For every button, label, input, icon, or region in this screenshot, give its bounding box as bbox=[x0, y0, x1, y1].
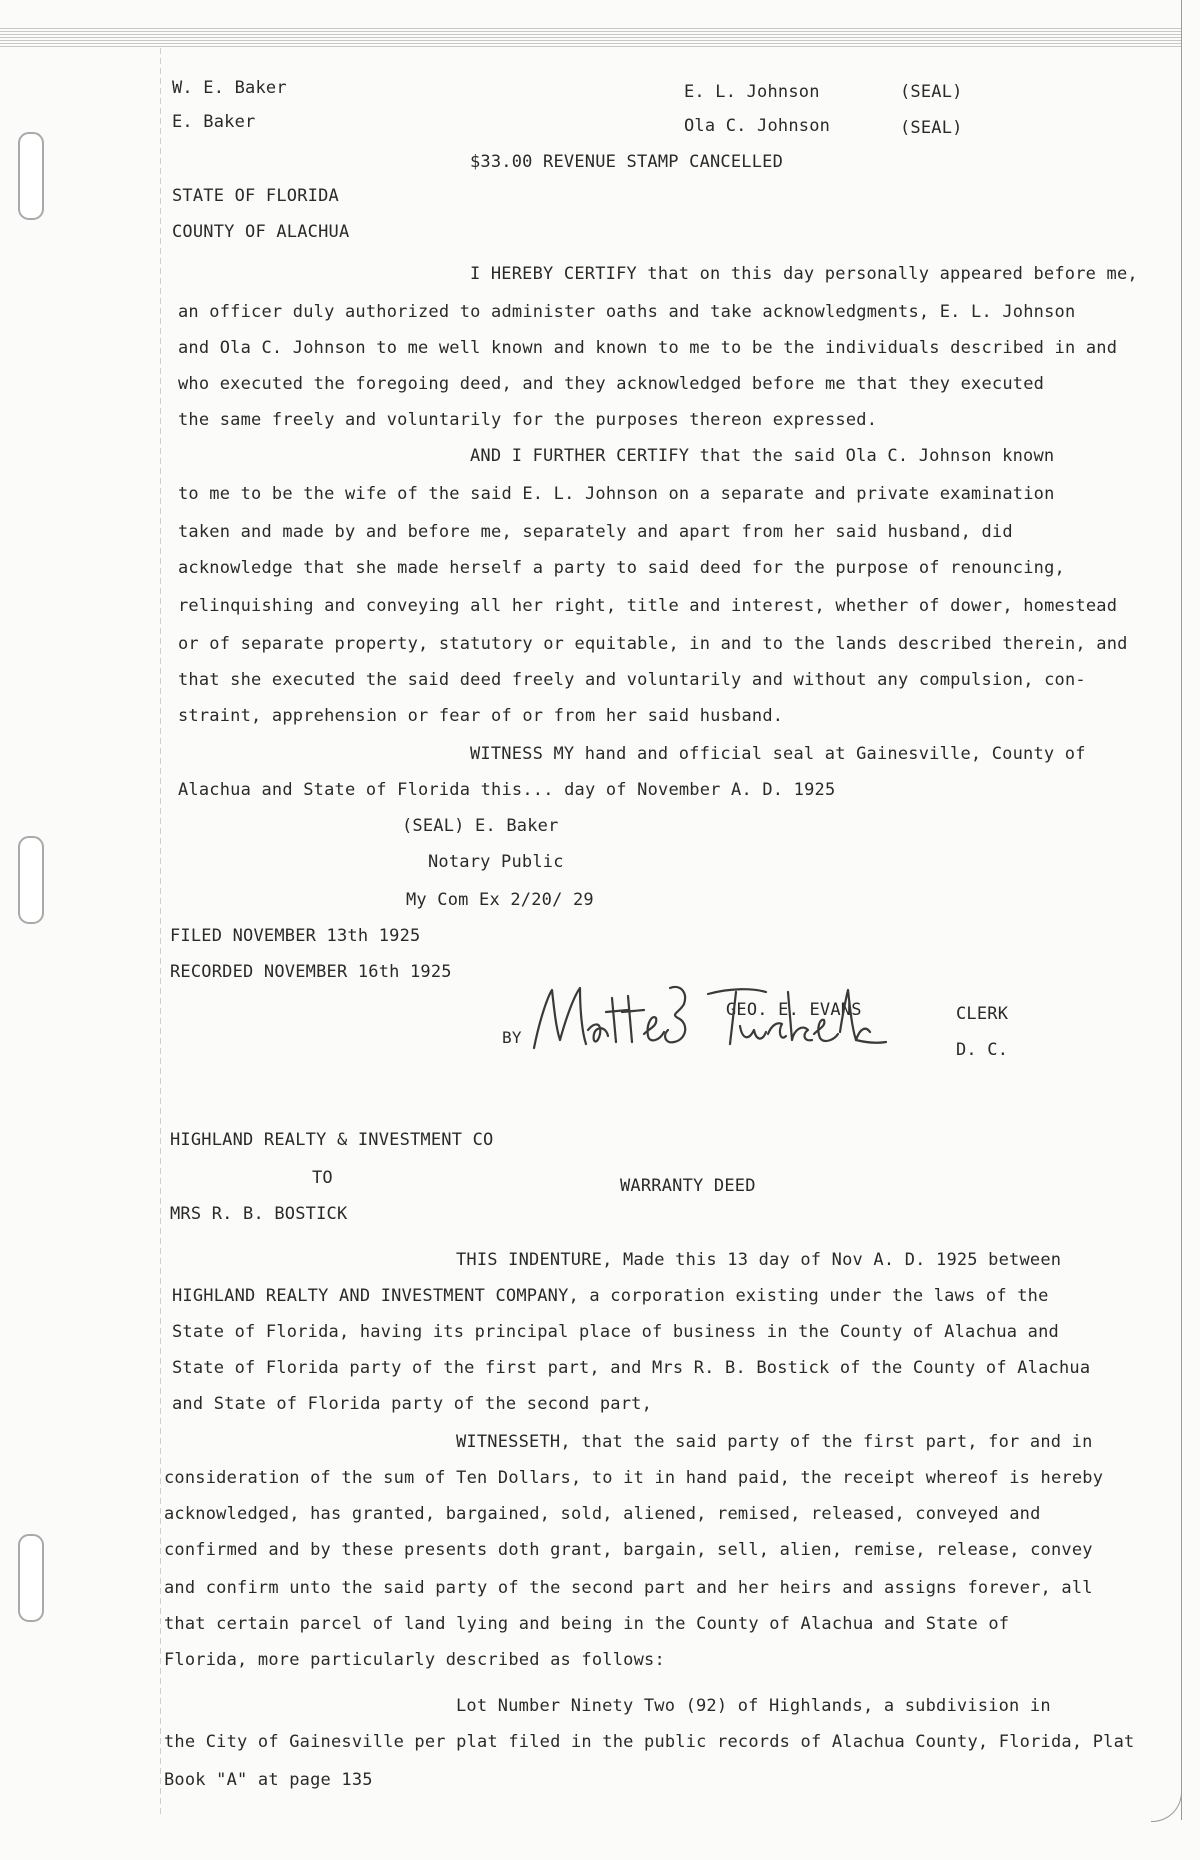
binder-hole-icon bbox=[18, 132, 44, 220]
acknowledgment-line: or of separate property, statutory or equitable, in and to the lands described therein, and bbox=[178, 634, 1128, 654]
deed-line: and confirm unto the said party of the second part and her heirs and assigns forever, all bbox=[164, 1578, 1093, 1598]
witness-name: W. E. Baker bbox=[172, 78, 287, 98]
handwritten-signature bbox=[530, 978, 890, 1068]
acknowledgment-line: an officer duly authorized to administer oaths and take acknowledgments, E. L. Johnson bbox=[178, 302, 1076, 322]
witness-name: E. Baker bbox=[172, 112, 256, 132]
deed-line: acknowledged, has granted, bargained, sold, aliened, remised, released, conveyed and bbox=[164, 1504, 1041, 1524]
ledger-rules bbox=[0, 28, 1182, 48]
acknowledgment-line: and Ola C. Johnson to me well known and known to me to be the individuals described in and bbox=[178, 338, 1118, 358]
acknowledgment-line: who executed the foregoing deed, and they acknowledged before me that they executed bbox=[178, 374, 1045, 394]
binder-hole-icon bbox=[18, 1534, 44, 1622]
clerk-name: GEO. E. EVANS bbox=[726, 1000, 862, 1020]
acknowledgment-line: taken and made by and before me, separately and apart from her said husband, did bbox=[178, 522, 1013, 542]
filed-date: FILED NOVEMBER 13th 1925 bbox=[170, 926, 421, 946]
deed-type: WARRANTY DEED bbox=[620, 1176, 756, 1196]
deed-line: State of Florida, having its principal place of business in the County of Alachua and bbox=[172, 1322, 1059, 1342]
notary-seal: (SEAL) E. Baker bbox=[402, 816, 559, 836]
acknowledgment-line: AND I FURTHER CERTIFY that the said Ola C. Johnson known bbox=[470, 446, 1055, 466]
by-label: BY bbox=[502, 1028, 522, 1047]
deed-line: Book "A" at page 135 bbox=[164, 1770, 373, 1790]
acknowledgment-line: the same freely and voluntarily for the purposes thereon expressed. bbox=[178, 410, 878, 430]
deed-line: confirmed and by these presents doth grant, bargain, sell, alien, remise, release, convey bbox=[164, 1540, 1093, 1560]
deed-line: HIGHLAND REALTY AND INVESTMENT COMPANY, a corporation existing under the laws of the bbox=[172, 1286, 1049, 1306]
recorded-date: RECORDED NOVEMBER 16th 1925 bbox=[170, 962, 452, 982]
deed-line: the City of Gainesville per plat filed in the public records of Alachua County, Florida, Plat bbox=[164, 1732, 1135, 1752]
acknowledgment-line: I HEREBY CERTIFY that on this day personally appeared before me, bbox=[470, 264, 1138, 284]
deed-line: that certain parcel of land lying and being in the County of Alachua and State of bbox=[164, 1614, 1010, 1634]
grantee-caption: MRS R. B. BOSTICK bbox=[170, 1204, 348, 1224]
deputy-title: D. C. bbox=[956, 1040, 1009, 1060]
venue-county: COUNTY OF ALACHUA bbox=[172, 222, 350, 242]
deed-line: consideration of the sum of Ten Dollars, to it in hand paid, the receipt whereof is hereby bbox=[164, 1468, 1104, 1488]
notary-commission: My Com Ex 2/20/ 29 bbox=[406, 890, 594, 910]
notary-title: Notary Public bbox=[428, 852, 564, 872]
seal-label: (SEAL) bbox=[900, 82, 963, 102]
revenue-stamp-note: $33.00 REVENUE STAMP CANCELLED bbox=[470, 152, 784, 172]
grantor-name: E. L. Johnson bbox=[684, 82, 820, 102]
acknowledgment-line: to me to be the wife of the said E. L. Johnson on a separate and private examination bbox=[178, 484, 1055, 504]
grantor-name: Ola C. Johnson bbox=[684, 116, 831, 136]
acknowledgment-line: WITNESS MY hand and official seal at Gainesville, County of bbox=[470, 744, 1086, 764]
grantor-caption: HIGHLAND REALTY & INVESTMENT CO bbox=[170, 1130, 494, 1150]
page-edge bbox=[1181, 0, 1182, 1820]
acknowledgment-line: Alachua and State of Florida this... day of November A. D. 1925 bbox=[178, 780, 836, 800]
seal-label: (SEAL) bbox=[900, 118, 963, 138]
acknowledgment-line: straint, apprehension or fear of or from her said husband. bbox=[178, 706, 784, 726]
acknowledgment-line: acknowledge that she made herself a party to said deed for the purpose of renouncing, bbox=[178, 558, 1065, 578]
acknowledgment-line: relinquishing and conveying all her right, title and interest, whether of dower, homestead bbox=[178, 596, 1118, 616]
clerk-title: CLERK bbox=[956, 1004, 1009, 1024]
deed-line: Lot Number Ninety Two (92) of Highlands, a subdivision in bbox=[456, 1696, 1051, 1716]
deed-line: and State of Florida party of the second part, bbox=[172, 1394, 653, 1414]
deed-line: THIS INDENTURE, Made this 13 day of Nov A. D. 1925 between bbox=[456, 1250, 1062, 1270]
margin-line bbox=[160, 48, 161, 1818]
to-caption: TO bbox=[312, 1168, 333, 1188]
page-corner bbox=[1151, 1761, 1182, 1822]
deed-line: WITNESSETH, that the said party of the first part, for and in bbox=[456, 1432, 1093, 1452]
deed-line: Florida, more particularly described as follows: bbox=[164, 1650, 665, 1670]
acknowledgment-line: that she executed the said deed freely and voluntarily and without any compulsion, con- bbox=[178, 670, 1086, 690]
binder-hole-icon bbox=[18, 836, 44, 924]
venue-state: STATE OF FLORIDA bbox=[172, 186, 339, 206]
deed-line: State of Florida party of the first part, and Mrs R. B. Bostick of the County of Alachua bbox=[172, 1358, 1091, 1378]
